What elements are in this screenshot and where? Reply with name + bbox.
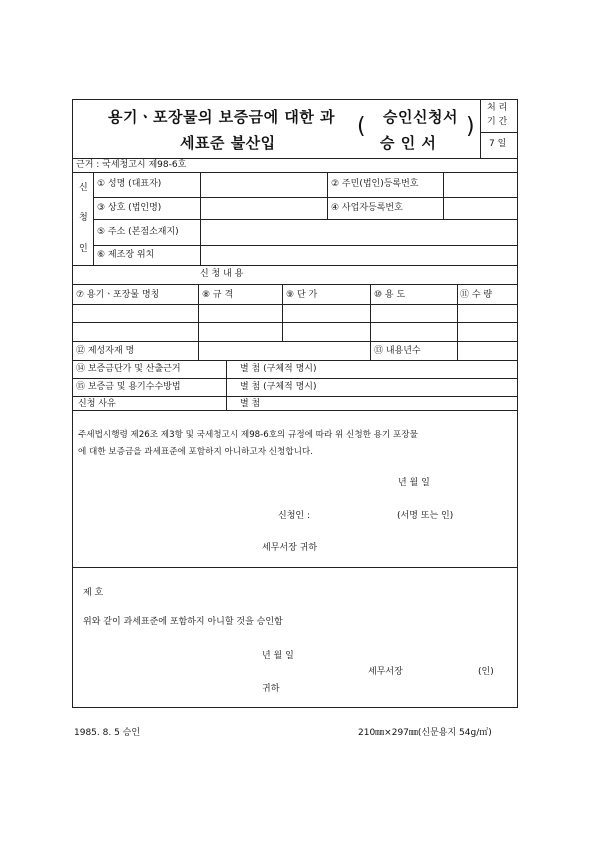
declaration-date: 년 월 일 bbox=[398, 478, 430, 488]
declaration-line-1: 주세법시행령 제26조 제3항 및 국세청고시 제98-6호의 규정에 따라 위 신청한 용기 포장물 bbox=[78, 430, 418, 440]
processing-period-label-2: 기 간 bbox=[487, 117, 508, 127]
col-container-name: ⑦ 용기ㆍ포장물 명칭 bbox=[76, 290, 160, 300]
processing-period-value: 7 일 bbox=[489, 139, 507, 149]
value-deposit-unit-price: 별 첨 (구체적 명시) bbox=[240, 364, 317, 374]
input-material-name[interactable] bbox=[199, 342, 370, 360]
applicant-side-char-2: 청 bbox=[79, 213, 88, 223]
label-factory-location: ⑥ 제조장 위치 bbox=[97, 250, 155, 260]
approval-seal: (인) bbox=[478, 667, 494, 677]
input-resident-registration-no[interactable] bbox=[444, 173, 517, 197]
footer-paper-spec: 210㎜×297㎜(신문용지 54g/㎡) bbox=[358, 728, 492, 738]
label-resident-registration-no: ② 주민(법인)등록번호 bbox=[331, 179, 419, 189]
input-service-life[interactable] bbox=[458, 342, 517, 360]
label-service-life: ⑬ 내용년수 bbox=[374, 346, 421, 356]
title-line-2: 세표준 불산입 bbox=[180, 134, 276, 152]
paren-open: ( bbox=[357, 114, 366, 139]
label-material-name: ⑫ 제성자재 명 bbox=[76, 346, 135, 356]
label-deposit-method: ⑮ 보증금 및 용기수수방법 bbox=[76, 382, 181, 392]
request-section-title: 신 청 내 용 bbox=[200, 269, 244, 279]
label-deposit-unit-price: ⑭ 보증금단가 및 산출근거 bbox=[76, 364, 181, 374]
col-spec: ⑧ 규 격 bbox=[202, 290, 234, 300]
applicant-side-char-3: 인 bbox=[79, 244, 88, 254]
declaration-recipient: 세무서장 귀하 bbox=[262, 543, 318, 553]
input-name-representative[interactable] bbox=[201, 173, 327, 197]
table-row[interactable] bbox=[73, 323, 517, 340]
value-reason: 별 첨 bbox=[240, 399, 261, 409]
input-address[interactable] bbox=[201, 220, 517, 245]
applicant-label: 신청인 : bbox=[278, 511, 310, 521]
title-line-1: 용기ㆍ포장물의 보증금에 대한 과 bbox=[108, 108, 336, 126]
col-unit-price: ⑨ 단 가 bbox=[286, 290, 318, 300]
label-business-registration-no: ④ 사업자등록번호 bbox=[331, 203, 403, 213]
signature-label: (서명 또는 인) bbox=[397, 511, 454, 521]
col-usage: ⑩ 용 도 bbox=[374, 290, 406, 300]
approval-recipient: 귀하 bbox=[262, 684, 280, 694]
label-reason: 신청 사유 bbox=[78, 399, 116, 409]
label-address: ⑤ 주소 (본점소재지) bbox=[97, 227, 179, 237]
applicant-signature-field[interactable] bbox=[320, 508, 390, 524]
doc-type-approval: 승 인 서 bbox=[380, 134, 437, 152]
table-row[interactable] bbox=[73, 305, 517, 322]
approval-text: 위와 같이 과세표준에 포함하지 아니할 것을 승인함 bbox=[83, 617, 283, 627]
approval-number: 제 호 bbox=[83, 588, 104, 598]
approval-date: 년 월 일 bbox=[262, 651, 294, 661]
doc-type-application: 승인신청서 bbox=[383, 108, 458, 126]
col-quantity: ⑪ 수 량 bbox=[460, 290, 493, 300]
label-name-representative: ① 성명 (대표자) bbox=[97, 179, 162, 189]
value-deposit-method: 별 첨 (구체적 명시) bbox=[240, 382, 317, 392]
legal-basis: 근거 : 국세청고시 제98-6호 bbox=[76, 160, 187, 170]
declaration-line-2: 에 대한 보증금을 과세표준에 포함하지 아니하고자 신청합니다. bbox=[78, 447, 313, 457]
footer-approval-date: 1985. 8. 5 승인 bbox=[74, 728, 141, 738]
approval-official: 세무서장 bbox=[368, 667, 403, 677]
label-trade-name: ③ 상호 (법인명) bbox=[97, 203, 162, 213]
processing-period-label-1: 처 리 bbox=[487, 103, 508, 113]
input-business-registration-no[interactable] bbox=[444, 198, 517, 219]
input-factory-location[interactable] bbox=[201, 246, 517, 265]
applicant-side-char-1: 신 bbox=[79, 183, 88, 193]
input-trade-name[interactable] bbox=[201, 198, 327, 219]
paren-close: ) bbox=[466, 114, 475, 139]
